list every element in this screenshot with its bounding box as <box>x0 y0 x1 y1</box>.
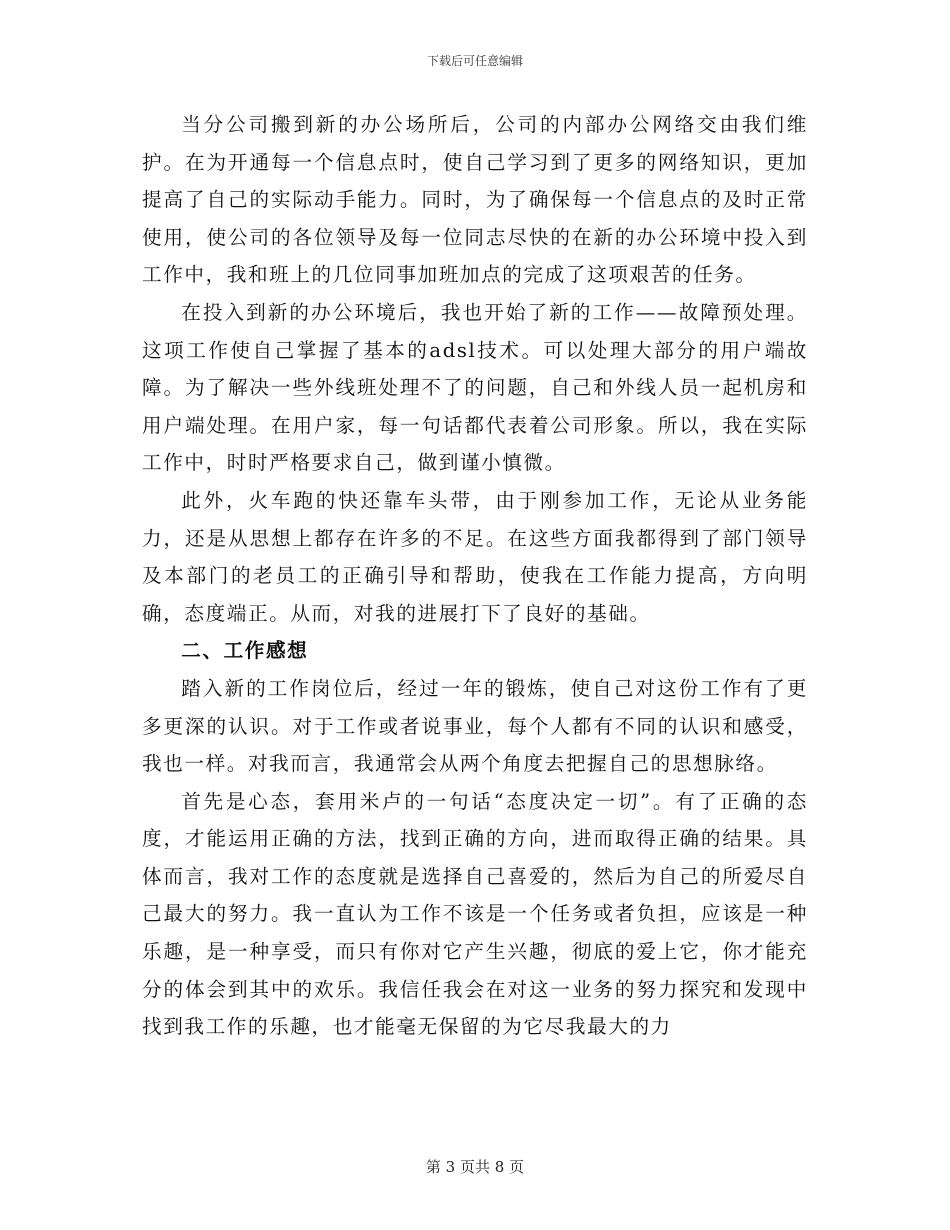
paragraph-attitude: 首先是心态，套用米卢的一句话“态度决定一切”。有了正确的态度，才能运用正确的方法，找到正确的方向，进而取得正确的结果。具体而言，我对工作的态度就是选择自己喜爱的，然后为自己的所爱尽自己最大的努力。我一直认为工作不该是一个任务或者负担，应该是一种乐趣，是一种享受，而只有你对它产生兴趣，彻底的爱上它，你才能充分的体会到其中的欢乐。我信任我会在对这一业务的努力探究和发现中找到我工作的乐趣，也才能毫无保留的为它尽我最大的力 <box>142 789 808 1039</box>
document-body <box>142 106 808 1046</box>
paragraph-guidance: 此外，火车跑的快还靠车头带，由于刚参加工作，无论从业务能力，还是从思想上都存在许多的不足。在这些方面我都得到了部门领导及本部门的老员工的正确引导和帮助，使我在工作能力提高，方向明确，态度端正。从而，对我的进展打下了良好的基础。 <box>142 488 808 625</box>
paragraph-network-maintenance: 当分公司搬到新的办公场所后，公司的内部办公网络交由我们维护。在为开通每一个信息点时，使自己学习到了更多的网络知识，更加提高了自己的实际动手能力。同时，为了确保每一个信息点的及时正常使用，使公司的各位领导及每一位同志尽快的在新的办公环境中投入到工作中，我和班上的几位同事加班加点的完成了这项艰苦的任务。 <box>142 113 808 287</box>
page-header: 下载后可任意编辑 <box>426 54 523 68</box>
paragraph-work-reflection: 踏入新的工作岗位后，经过一年的锻炼，使自己对这份工作有了更多更深的认识。对于工作或者说事业，每个人都有不同的认识和感受，我也一样。对我而言，我通常会从两个角度去把握自己的思想脉络。 <box>142 676 808 776</box>
section-heading: 二、工作感想 <box>181 639 309 663</box>
page-number: 第 3 页共 8 页 <box>425 1158 525 1176</box>
paragraph-fault-preprocessing: 在投入到新的办公环境后，我也开始了新的工作——故障预处理。这项工作使自己掌握了基本的adsl技术。可以处理大部分的用户端故障。为了解决一些外线班处理不了的问题，自己和外线人员一起机房和用户端处理。在用户家，每一句话都代表着公司形象。所以，我在实际工作中，时时严格要求自己，做到谨小慎微。 <box>142 300 808 475</box>
